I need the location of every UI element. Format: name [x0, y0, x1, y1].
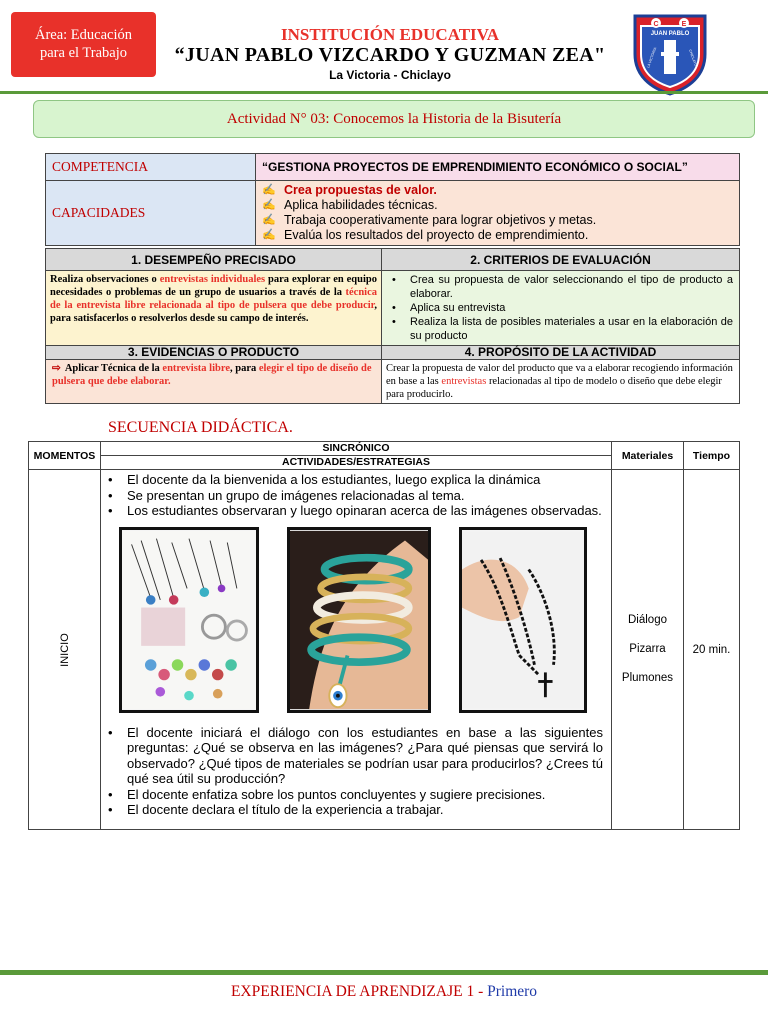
- material-item: Plumones: [621, 672, 674, 684]
- area-badge: [11, 12, 156, 77]
- rosary-image: [459, 527, 587, 713]
- evidencias-header: 3. EVIDENCIAS O PRODUCTO: [46, 346, 382, 360]
- material-item: Pizarra: [629, 643, 666, 655]
- school-crest-logo: [627, 10, 713, 96]
- footer-divider: [0, 970, 768, 975]
- competencia-table: [45, 153, 740, 246]
- competencia-label: COMPETENCIA: [46, 154, 256, 181]
- criterio-item: • Crea su propuesta de valor seleccionando el tipo de producto a elaborar.: [410, 273, 733, 301]
- beaded-bracelets-image: [287, 527, 431, 713]
- desempeno-header: 1. DESEMPEÑO PRECISADO: [46, 249, 382, 271]
- activity-item: • El docente enfatiza sobre los puntos concluyentes y sugiere precisiones.: [127, 787, 603, 803]
- pen-icon: ✍: [262, 214, 276, 226]
- activity-title: Actividad N° 03: Conocemos la Historia de la Bisutería: [33, 100, 755, 138]
- arrow-right-icon: ⇨: [52, 363, 61, 374]
- activities-cell: [101, 470, 612, 830]
- capacidad-item: ✍ Aplica habilidades técnicas.: [262, 198, 438, 212]
- footer-grade: Primero: [487, 983, 538, 1000]
- time-cell: 20 min.: [684, 470, 740, 830]
- moment-inicio: INICIO: [29, 470, 101, 830]
- proposito-header: 4. PROPÓSITO DE LA ACTIVIDAD: [382, 346, 740, 360]
- pen-icon: ✍: [262, 184, 276, 196]
- criterios-header: 2. CRITERIOS DE EVALUACIÓN: [382, 249, 740, 271]
- materiales-header: Materiales: [612, 442, 684, 470]
- school-city: La Victoria - Chiclayo: [329, 68, 451, 82]
- crest-letter-c: C: [653, 21, 659, 28]
- actividades-header: ACTIVIDADES/ESTRATEGIAS: [101, 456, 612, 470]
- sequence-table: [28, 441, 740, 830]
- secuencia-title: SECUENCIA DIDÁCTICA.: [108, 419, 293, 436]
- image-gallery: [111, 527, 603, 715]
- evidencias-text: ⇨ Aplicar Técnica de la entrevista libre, para elegir el tipo de diseño de pulsera que debe elaborar.: [46, 360, 382, 404]
- footer-experience: [0, 983, 768, 1001]
- momentos-header: MOMENTOS: [29, 442, 101, 470]
- crest-name: JUAN PABLO: [650, 31, 690, 37]
- capacidad-item: ✍ Crea propuestas de valor.: [262, 183, 437, 197]
- pen-icon: ✍: [262, 229, 276, 241]
- materials-cell: [612, 470, 684, 830]
- tiempo-header: Tiempo: [684, 442, 740, 470]
- planning-table: [45, 248, 740, 404]
- activity-item: • El docente iniciará el diálogo con los estudiantes en base a las siguientes preguntas: ¿Qué se observa en las imágenes? ¿Para qué piensas que servirá lo observado? ¿Qué tipos de materiales se podrían usar para producirlos? ¿Crees tú qué sea útil su producción?: [127, 725, 603, 787]
- desempeno-text: Realiza observaciones o entrevistas individuales para explorar en equipo necesidades o problemas de un grupo de usuarios a través de la técnica de la entrevista libre relacionada al tipo de pulsera que debe producir, para satisfacerlos o resolverlos desde su campo de interés.: [46, 271, 382, 346]
- header-divider: [0, 91, 768, 94]
- criterio-item: • Aplica su entrevista: [410, 301, 733, 315]
- activity-item: • El docente declara el título de la experiencia a trabajar.: [127, 802, 603, 818]
- competencia-value: “GESTIONA PROYECTOS DE EMPRENDIMIENTO ECONÓMICO O SOCIAL”: [256, 154, 740, 181]
- capacidades-list: [256, 181, 740, 246]
- crest-left-text: LA VICTORIA: [646, 46, 658, 69]
- crest-right-text: CHICLAYO: [688, 48, 698, 67]
- crest-letter-e: E: [681, 21, 687, 28]
- activity-item: • Se presentan un grupo de imágenes relacionadas al tema.: [127, 488, 603, 504]
- area-line-1: Área: Educación: [34, 27, 133, 43]
- activity-item: • Los estudiantes observaran y luego opinaran acerca de las imágenes observadas.: [127, 503, 603, 519]
- activity-item: • El docente da la bienvenida a los estudiantes, luego explica la dinámica: [127, 472, 603, 488]
- area-line-2: para el Trabajo: [40, 45, 127, 61]
- charm-jewelry-image: [119, 527, 259, 713]
- proposito-text: Crear la propuesta de valor del producto que va a elaborar recogiendo información en base a las entrevistas relacionadas al tipo de modelo o diseño que debe elegir para producirlo.: [382, 360, 740, 404]
- material-item: Diálogo: [628, 614, 667, 626]
- sincronico-header: SINCRÓNICO: [101, 442, 612, 456]
- criterios-list: [382, 271, 740, 346]
- criterio-item: • Realiza la lista de posibles materiales a usar en la elaboración de su producto: [410, 315, 733, 343]
- capacidad-item: ✍ Trabaja cooperativamente para lograr objetivos y metas.: [262, 213, 597, 227]
- pen-icon: ✍: [262, 199, 276, 211]
- capacidad-item: ✍ Evalúa los resultados del proyecto de emprendimiento.: [262, 228, 589, 242]
- institution-label: INSTITUCIÓN EDUCATIVA: [280, 25, 500, 44]
- capacidades-label: CAPACIDADES: [46, 181, 256, 246]
- school-name: “JUAN PABLO VIZCARDO Y GUZMAN ZEA": [174, 44, 606, 66]
- footer-experience-label: EXPERIENCIA DE APRENDIZAJE 1 -: [230, 983, 488, 1000]
